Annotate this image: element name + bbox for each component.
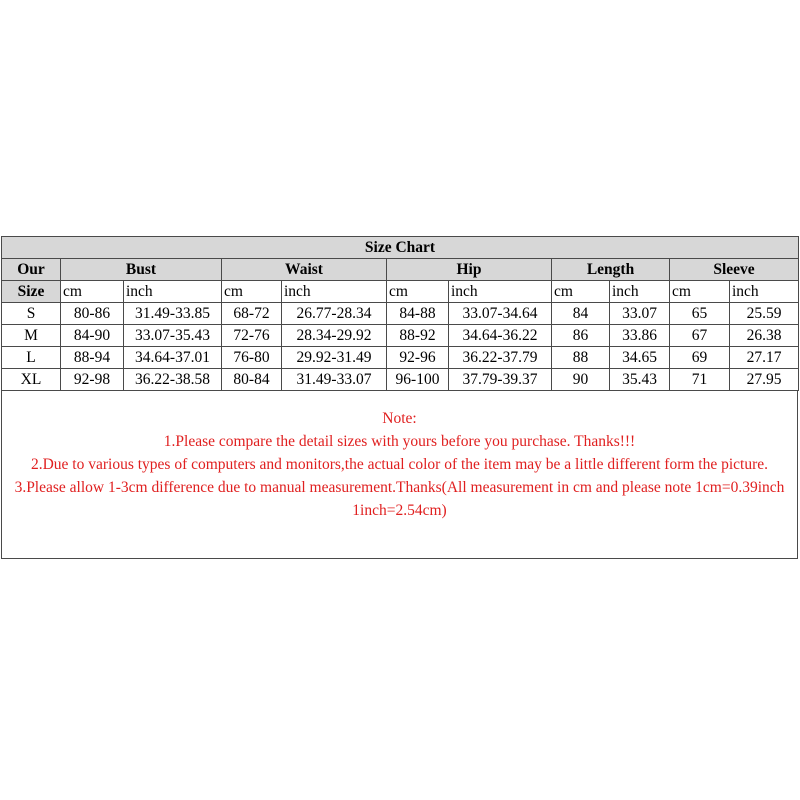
length-cm: 84	[552, 303, 610, 325]
waist-cm: 68-72	[222, 303, 282, 325]
table-row	[2, 303, 799, 325]
size-header-top: Our	[2, 259, 61, 281]
hip-cm: 88-92	[387, 325, 449, 347]
size-header-bottom: Size	[2, 281, 61, 303]
note-line-1: 1.Please compare the detail sizes with yours before you purchase. Thanks!!!	[163, 433, 636, 450]
table-row	[2, 347, 799, 369]
length-inch: 33.07	[610, 303, 670, 325]
header-bust: Bust	[61, 259, 222, 281]
header-hip: Hip	[387, 259, 552, 281]
length-inch: 34.65	[610, 347, 670, 369]
chart-title: Size Chart	[2, 237, 799, 259]
hip-inch: 37.79-39.37	[449, 369, 552, 391]
bust-inch: 31.49-33.85	[124, 303, 222, 325]
waist-cm: 76-80	[222, 347, 282, 369]
sleeve-cm: 67	[670, 325, 730, 347]
hip-inch: 36.22-37.79	[449, 347, 552, 369]
size-chart	[1, 236, 798, 559]
length-cm: 86	[552, 325, 610, 347]
length-cm: 90	[552, 369, 610, 391]
unit-inch: inch	[282, 281, 387, 303]
length-cm: 88	[552, 347, 610, 369]
size-label: XL	[2, 369, 61, 391]
note-heading: Note:	[382, 410, 417, 427]
bust-inch: 34.64-37.01	[124, 347, 222, 369]
sleeve-cm: 71	[670, 369, 730, 391]
unit-cm: cm	[552, 281, 610, 303]
waist-inch: 26.77-28.34	[282, 303, 387, 325]
sleeve-inch: 27.17	[730, 347, 799, 369]
notes-box	[1, 391, 798, 559]
waist-inch: 28.34-29.92	[282, 325, 387, 347]
hip-cm: 84-88	[387, 303, 449, 325]
table-row	[2, 325, 799, 347]
unit-inch: inch	[449, 281, 552, 303]
sleeve-inch: 25.59	[730, 303, 799, 325]
bust-inch: 36.22-38.58	[124, 369, 222, 391]
sleeve-inch: 26.38	[730, 325, 799, 347]
unit-cm: cm	[222, 281, 282, 303]
waist-cm: 72-76	[222, 325, 282, 347]
unit-inch: inch	[124, 281, 222, 303]
hip-cm: 96-100	[387, 369, 449, 391]
bust-cm: 92-98	[61, 369, 124, 391]
bust-inch: 33.07-35.43	[124, 325, 222, 347]
unit-cm: cm	[61, 281, 124, 303]
length-inch: 35.43	[610, 369, 670, 391]
header-sleeve: Sleeve	[670, 259, 799, 281]
unit-inch: inch	[610, 281, 670, 303]
sleeve-inch: 27.95	[730, 369, 799, 391]
waist-inch: 31.49-33.07	[282, 369, 387, 391]
header-length: Length	[552, 259, 670, 281]
size-chart-table	[1, 236, 799, 391]
size-label: L	[2, 347, 61, 369]
unit-cm: cm	[387, 281, 449, 303]
hip-inch: 33.07-34.64	[449, 303, 552, 325]
size-label: M	[2, 325, 61, 347]
unit-cm: cm	[670, 281, 730, 303]
length-inch: 33.86	[610, 325, 670, 347]
sleeve-cm: 65	[670, 303, 730, 325]
note-line-2: 2.Due to various types of computers and monitors,the actual color of the item may be a little different form the picture.	[30, 456, 769, 473]
header-waist: Waist	[222, 259, 387, 281]
hip-cm: 92-96	[387, 347, 449, 369]
sleeve-cm: 69	[670, 347, 730, 369]
waist-inch: 29.92-31.49	[282, 347, 387, 369]
bust-cm: 88-94	[61, 347, 124, 369]
size-label: S	[2, 303, 61, 325]
hip-inch: 34.64-36.22	[449, 325, 552, 347]
bust-cm: 80-86	[61, 303, 124, 325]
note-line-3: 3.Please allow 1-3cm difference due to manual measurement.Thanks(All measurement in cm and please note 1cm=0.39inch 1inch=2.54cm)	[14, 479, 785, 519]
unit-inch: inch	[730, 281, 799, 303]
bust-cm: 84-90	[61, 325, 124, 347]
waist-cm: 80-84	[222, 369, 282, 391]
table-row	[2, 369, 799, 391]
